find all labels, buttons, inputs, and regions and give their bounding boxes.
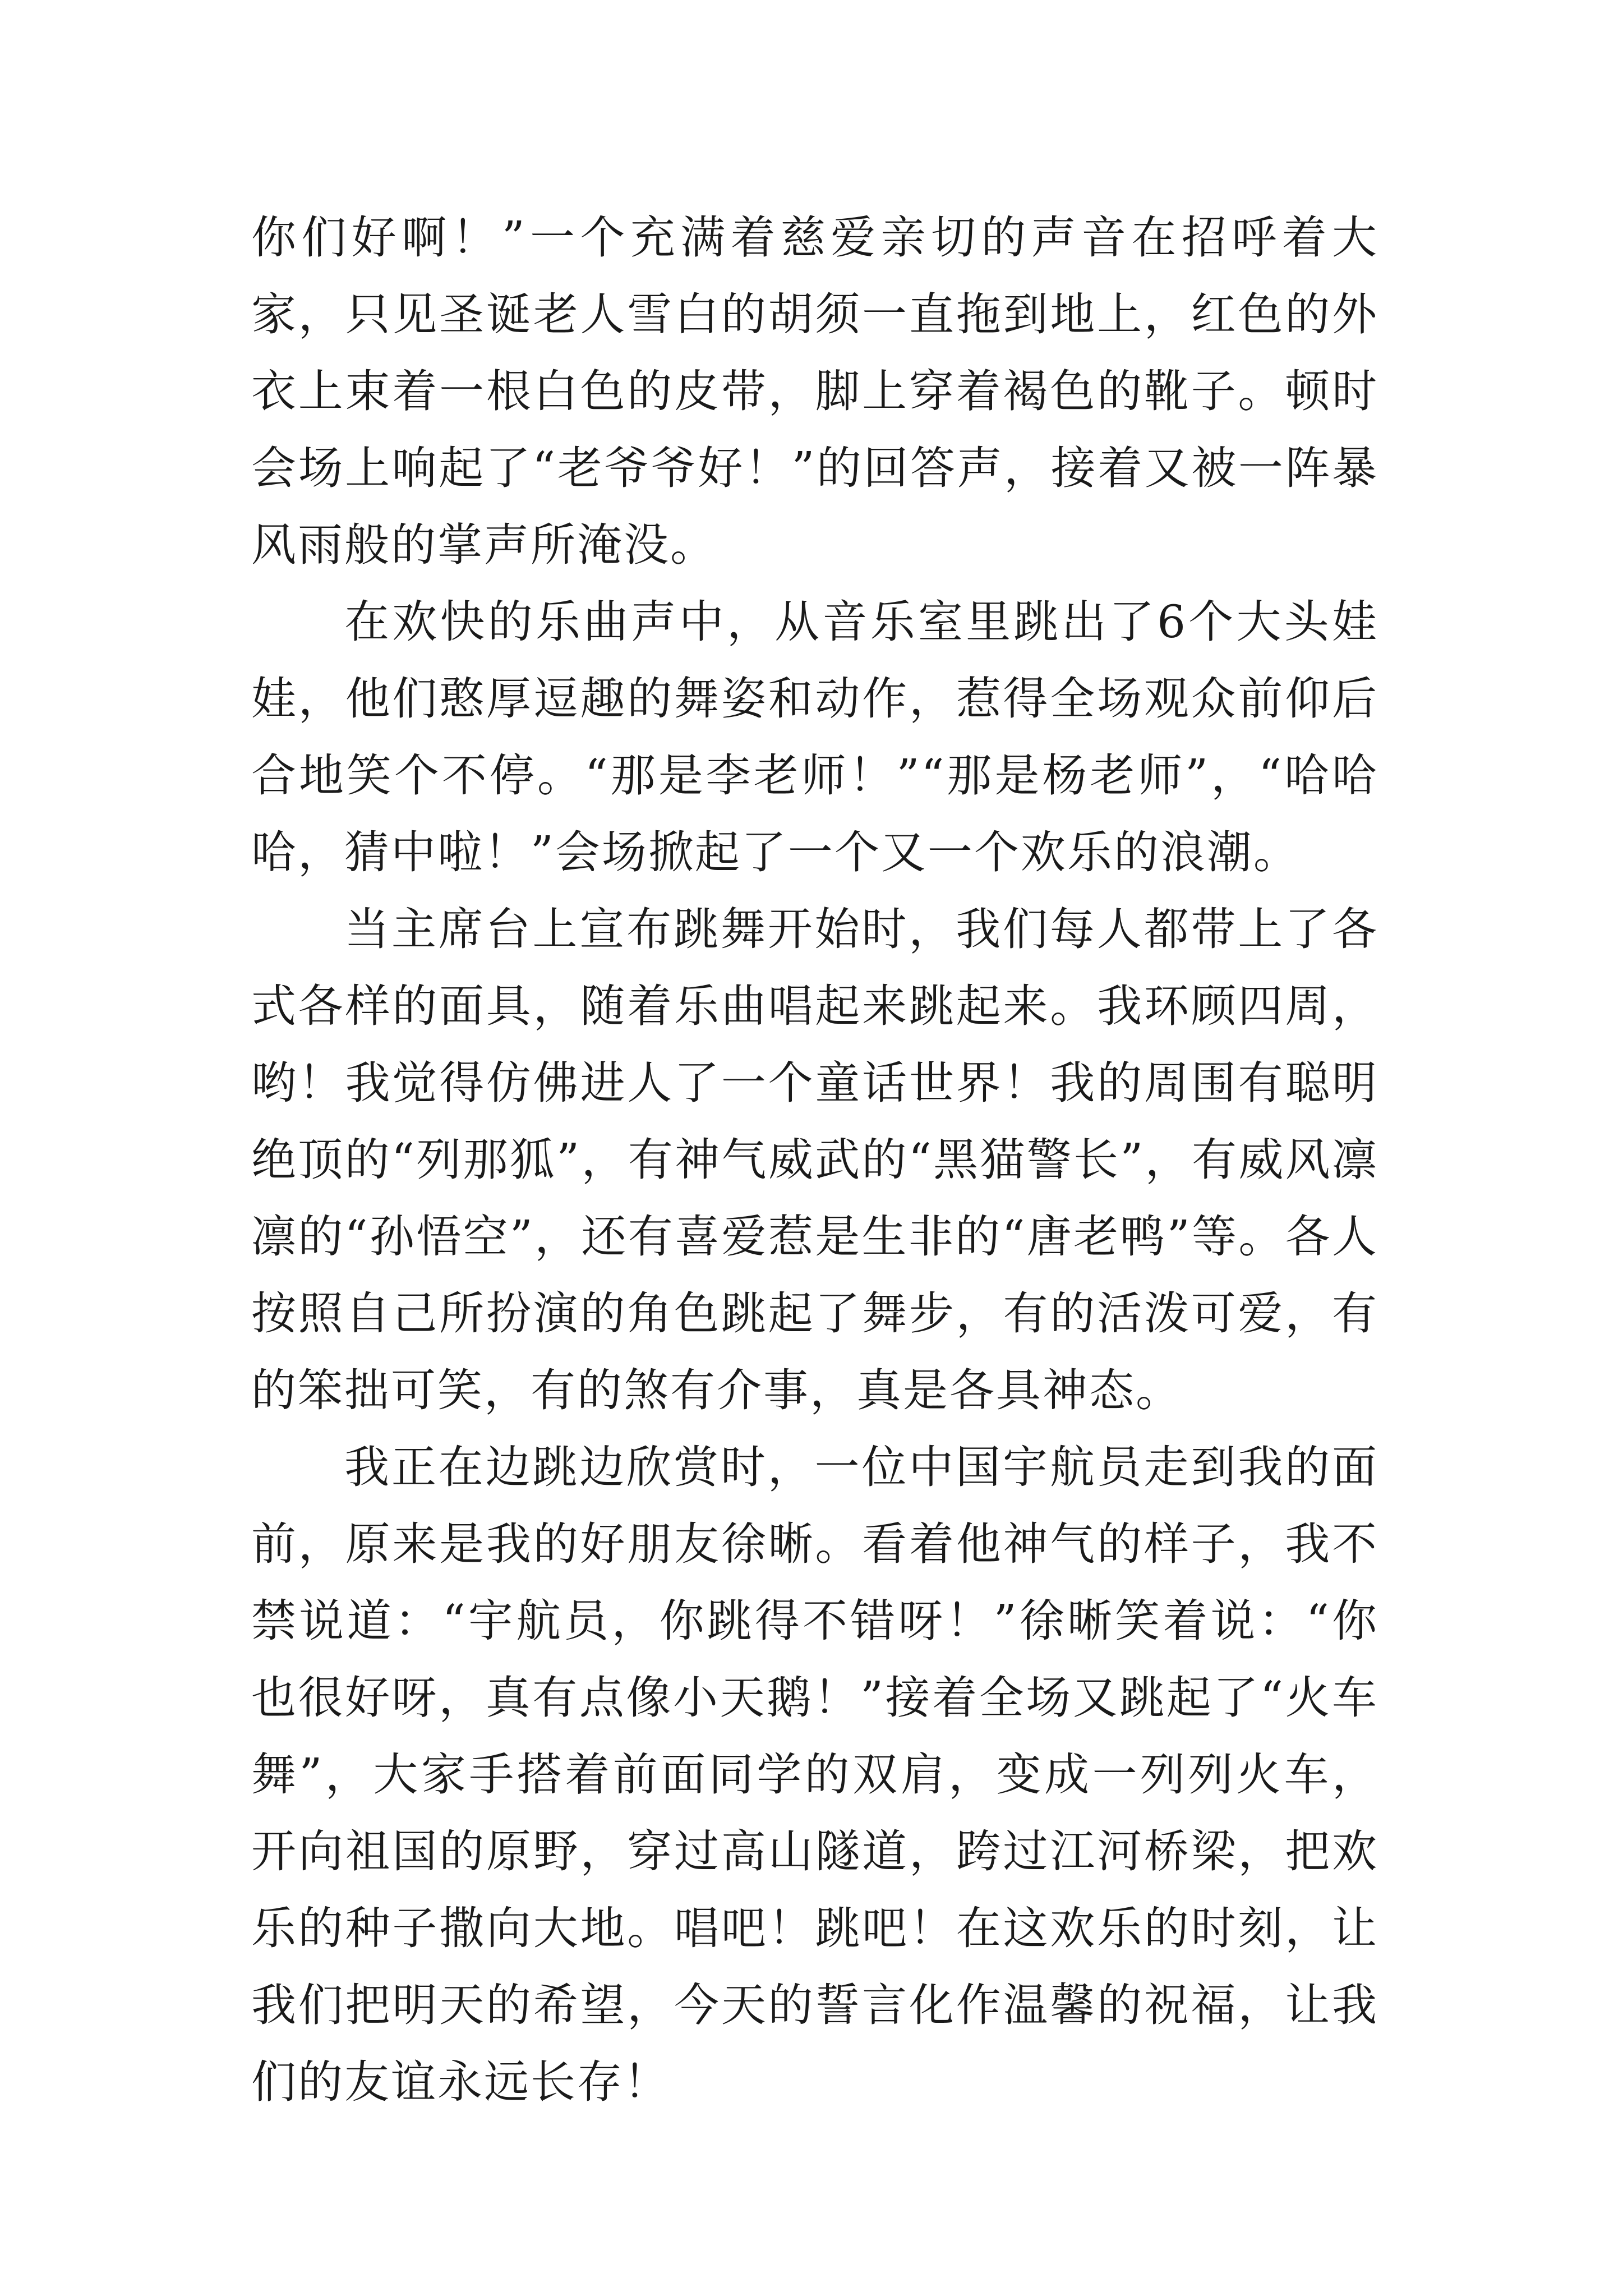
paragraph-2: 在欢快的乐曲声中，从音乐室里跳出了6个大头娃娃，他们憨厚逗趣的舞姿和动作，惹得全场观众前仰后合地笑个不停。“那是李老师！”“那是杨老师”，“哈哈哈，猜中啦！”会场掀起了一个又一个欢乐的浪潮。 [251, 596, 1378, 878]
document-body [251, 199, 1378, 2120]
paragraph-4: 我正在边跳边欣赏时，一位中国宇航员走到我的面前，原来是我的好朋友徐晰。看着他神气的样子，我不禁说道：“宇航员，你跳得不错呀！”徐晰笑着说：“你也很好呀，真有点像小天鹅！”接着全场又跳起了“火车舞”，大家手搭着前面同学的双肩，变成一列列火车，开向祖国的原野，穿过高山隧道，跨过江河桥梁，把欢乐的种子撒向大地。唱吧！跳吧！在这欢乐的时刻，让我们把明天的希望，今天的誓言化作温馨的祝福，让我们的友谊永远长存！ [251, 1441, 1378, 2108]
paragraph-3: 当主席台上宣布跳舞开始时，我们每人都带上了各式各样的面具，随着乐曲唱起来跳起来。我环顾四周，哟！我觉得仿佛进人了一个童话世界！我的周围有聪明绝顶的“列那狐”，有神气威武的“黑猫警长”，有威风凛凛的“孙悟空”，还有喜爱惹是生非的“唐老鸭”等。各人按照自己所扮演的角色跳起了舞步，有的活泼可爱，有的笨拙可笑，有的煞有介事，真是各具神态。 [251, 903, 1378, 1416]
paragraph-1: 你们好啊！”一个充满着慈爱亲切的声音在招呼着大家，只见圣诞老人雪白的胡须一直拖到地上，红色的外衣上束着一根白色的皮带，脚上穿着褐色的靴子。顿时会场上响起了“老爷爷好！”的回答声，接着又被一阵暴风雨般的掌声所淹没。 [251, 211, 1378, 571]
